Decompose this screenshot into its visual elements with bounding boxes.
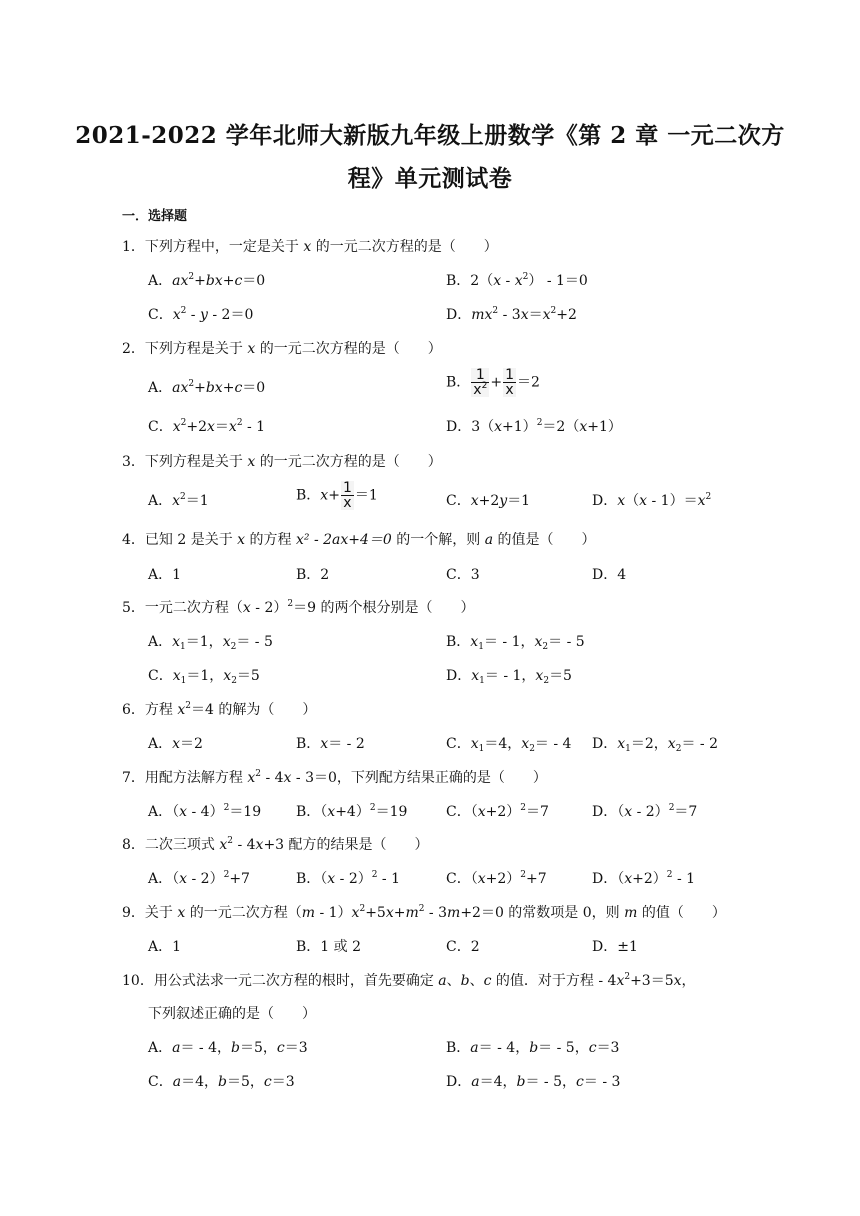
q4-option-c[interactable]: C．3 xyxy=(446,567,480,583)
q10-option-d[interactable]: D．a＝4，b＝ - 5，c＝ - 3 xyxy=(446,1074,621,1090)
q8-option-c[interactable]: C．$(x+2)^2+7$ xyxy=(446,870,547,887)
q4-option-a[interactable]: A．1 xyxy=(148,567,182,583)
q5-option-d[interactable]: D．$x_1= - 1$，$x_2=5$ xyxy=(446,668,572,686)
question-4: 4．已知 2 是关于 x 的方程 x² - 2ax+4＝0 的一个解，则 a 的值是（ ） xyxy=(122,532,596,548)
q9-option-c[interactable]: C．2 xyxy=(446,939,480,955)
q8-option-a[interactable]: A．（x - 2）$^2$+7 xyxy=(148,870,250,887)
q1-option-d[interactable]: D．$mx^2 - 3x=x^2+2$ xyxy=(446,306,577,323)
page-title-line2: 程》单元测试卷 xyxy=(347,165,513,192)
page-title-line1: 2021-2022 学年北师大新版九年级上册数学《第 2 章 一元二次方 xyxy=(75,122,785,149)
q1-option-a[interactable]: A．$ax^2+bx+c=0$ xyxy=(148,272,266,289)
q8-option-b[interactable]: B．（x - 2）$^2$ - 1 xyxy=(296,870,401,887)
q1-option-c[interactable]: C．$x^2 - y - 2=0$ xyxy=(148,306,254,323)
q9-option-b[interactable]: B．1 或 2 xyxy=(296,939,362,955)
q2-option-a[interactable]: A．$ax^2+bx+c=0$ xyxy=(148,379,266,396)
q1-option-b[interactable]: B．$2(x - x^2) - 1=0$ xyxy=(446,272,588,289)
question-5: 5．一元二次方程（x - 2）$^2$＝9 的两个根分别是（ ） xyxy=(122,599,475,616)
q5-option-a[interactable]: A．$x_1=1$，$x_2= - 5$ xyxy=(148,634,273,652)
q10-option-b[interactable]: B．a＝ - 4，b＝ - 5，c＝3 xyxy=(446,1040,620,1056)
q7-option-c[interactable]: C．$(x+2)^2=7$ xyxy=(446,803,549,820)
fraction-1-over-x-squared: $\frac{1}{x^2}$ xyxy=(473,367,488,398)
q2-option-b[interactable]: B． $\frac{1}{x^2}$ + $\frac{1}{x}$ ＝2 xyxy=(446,367,540,398)
section-heading: 一．选择题 xyxy=(122,209,188,224)
question-7: 7．用配方法解方程 $x^2 - 4x - 3=0$，下列配方结果正确的是（ ） xyxy=(122,769,547,786)
fraction-1-over-x: $\frac{1}{x}$ xyxy=(505,367,514,398)
q7-option-b[interactable]: B．$(x+4)^2=19$ xyxy=(296,803,408,820)
q4-option-d[interactable]: D．4 xyxy=(592,567,627,583)
q6-option-d[interactable]: D．$x_1=2$，$x_2= - 2$ xyxy=(592,736,718,754)
question-9: 9．关于 x 的一元二次方程$(m - 1)x^2+5x+m^2 - 3m+2=0$ 的常数项是 0，则 m 的值（ ） xyxy=(122,904,726,921)
question-10-line1: 10．用公式法求一元二次方程的根时，首先要确定 a、b、c 的值．对于方程 - $4x^2+3=5x$， xyxy=(122,972,696,989)
question-6: 6．方程 $x^2=4$ 的解为（ ） xyxy=(122,701,317,718)
q5-option-b[interactable]: B．$x_1= - 1$，$x_2= - 5$ xyxy=(446,634,585,652)
q3-option-b[interactable]: B．x+ $\frac{1}{x}$ ＝1 xyxy=(296,480,378,511)
q6-option-a[interactable]: A．x＝2 xyxy=(148,736,203,752)
q8-option-d[interactable]: D．$(x+2)^2 - 1$ xyxy=(592,870,696,887)
q3-option-d[interactable]: D．$x(x - 1)=x^2$ xyxy=(592,492,712,509)
q10-option-a[interactable]: A．a＝ - 4，b＝5，c＝3 xyxy=(148,1040,308,1056)
question-8: 8．二次三项式 $x^2 - 4x+3$ 配方的结果是（ ） xyxy=(122,836,429,853)
question-2: 2．下列方程是关于 x 的一元二次方程的是（ ） xyxy=(122,341,442,357)
q2-option-c[interactable]: C．$x^2+2x=x^2 - 1$ xyxy=(148,418,266,435)
q6-option-b[interactable]: B．x＝ - 2 xyxy=(296,736,365,752)
question-10-line2: 下列叙述正确的是（ ） xyxy=(148,1006,316,1022)
q4-option-b[interactable]: B．2 xyxy=(296,567,330,583)
fraction-1-over-x: $\frac{1}{x}$ xyxy=(342,480,352,511)
q9-option-d[interactable]: D．±1 xyxy=(592,939,638,955)
q3-option-a[interactable]: A．$x^2=1$ xyxy=(148,492,209,509)
q7-option-d[interactable]: D．（x - 2）$^2$＝7 xyxy=(592,803,698,820)
q10-option-c[interactable]: C．a＝4，b＝5，c＝3 xyxy=(148,1074,295,1090)
question-3: 3．下列方程是关于 x 的一元二次方程的是（ ） xyxy=(122,454,442,470)
q7-option-a[interactable]: A．（x - 4）$^2$＝19 xyxy=(148,803,262,820)
q9-option-a[interactable]: A．1 xyxy=(148,939,182,955)
q6-option-c[interactable]: C．$x_1=4$，$x_2= - 4$ xyxy=(446,736,572,754)
q2-option-d[interactable]: D．$3(x+1)^2=2(x+1)$ xyxy=(446,418,622,435)
question-1: 1．下列方程中，一定是关于 x 的一元二次方程的是（ ） xyxy=(122,239,498,255)
q3-option-c[interactable]: C．x+2y＝1 xyxy=(446,493,531,509)
q5-option-c[interactable]: C．$x_1=1$，$x_2=5$ xyxy=(148,668,260,686)
